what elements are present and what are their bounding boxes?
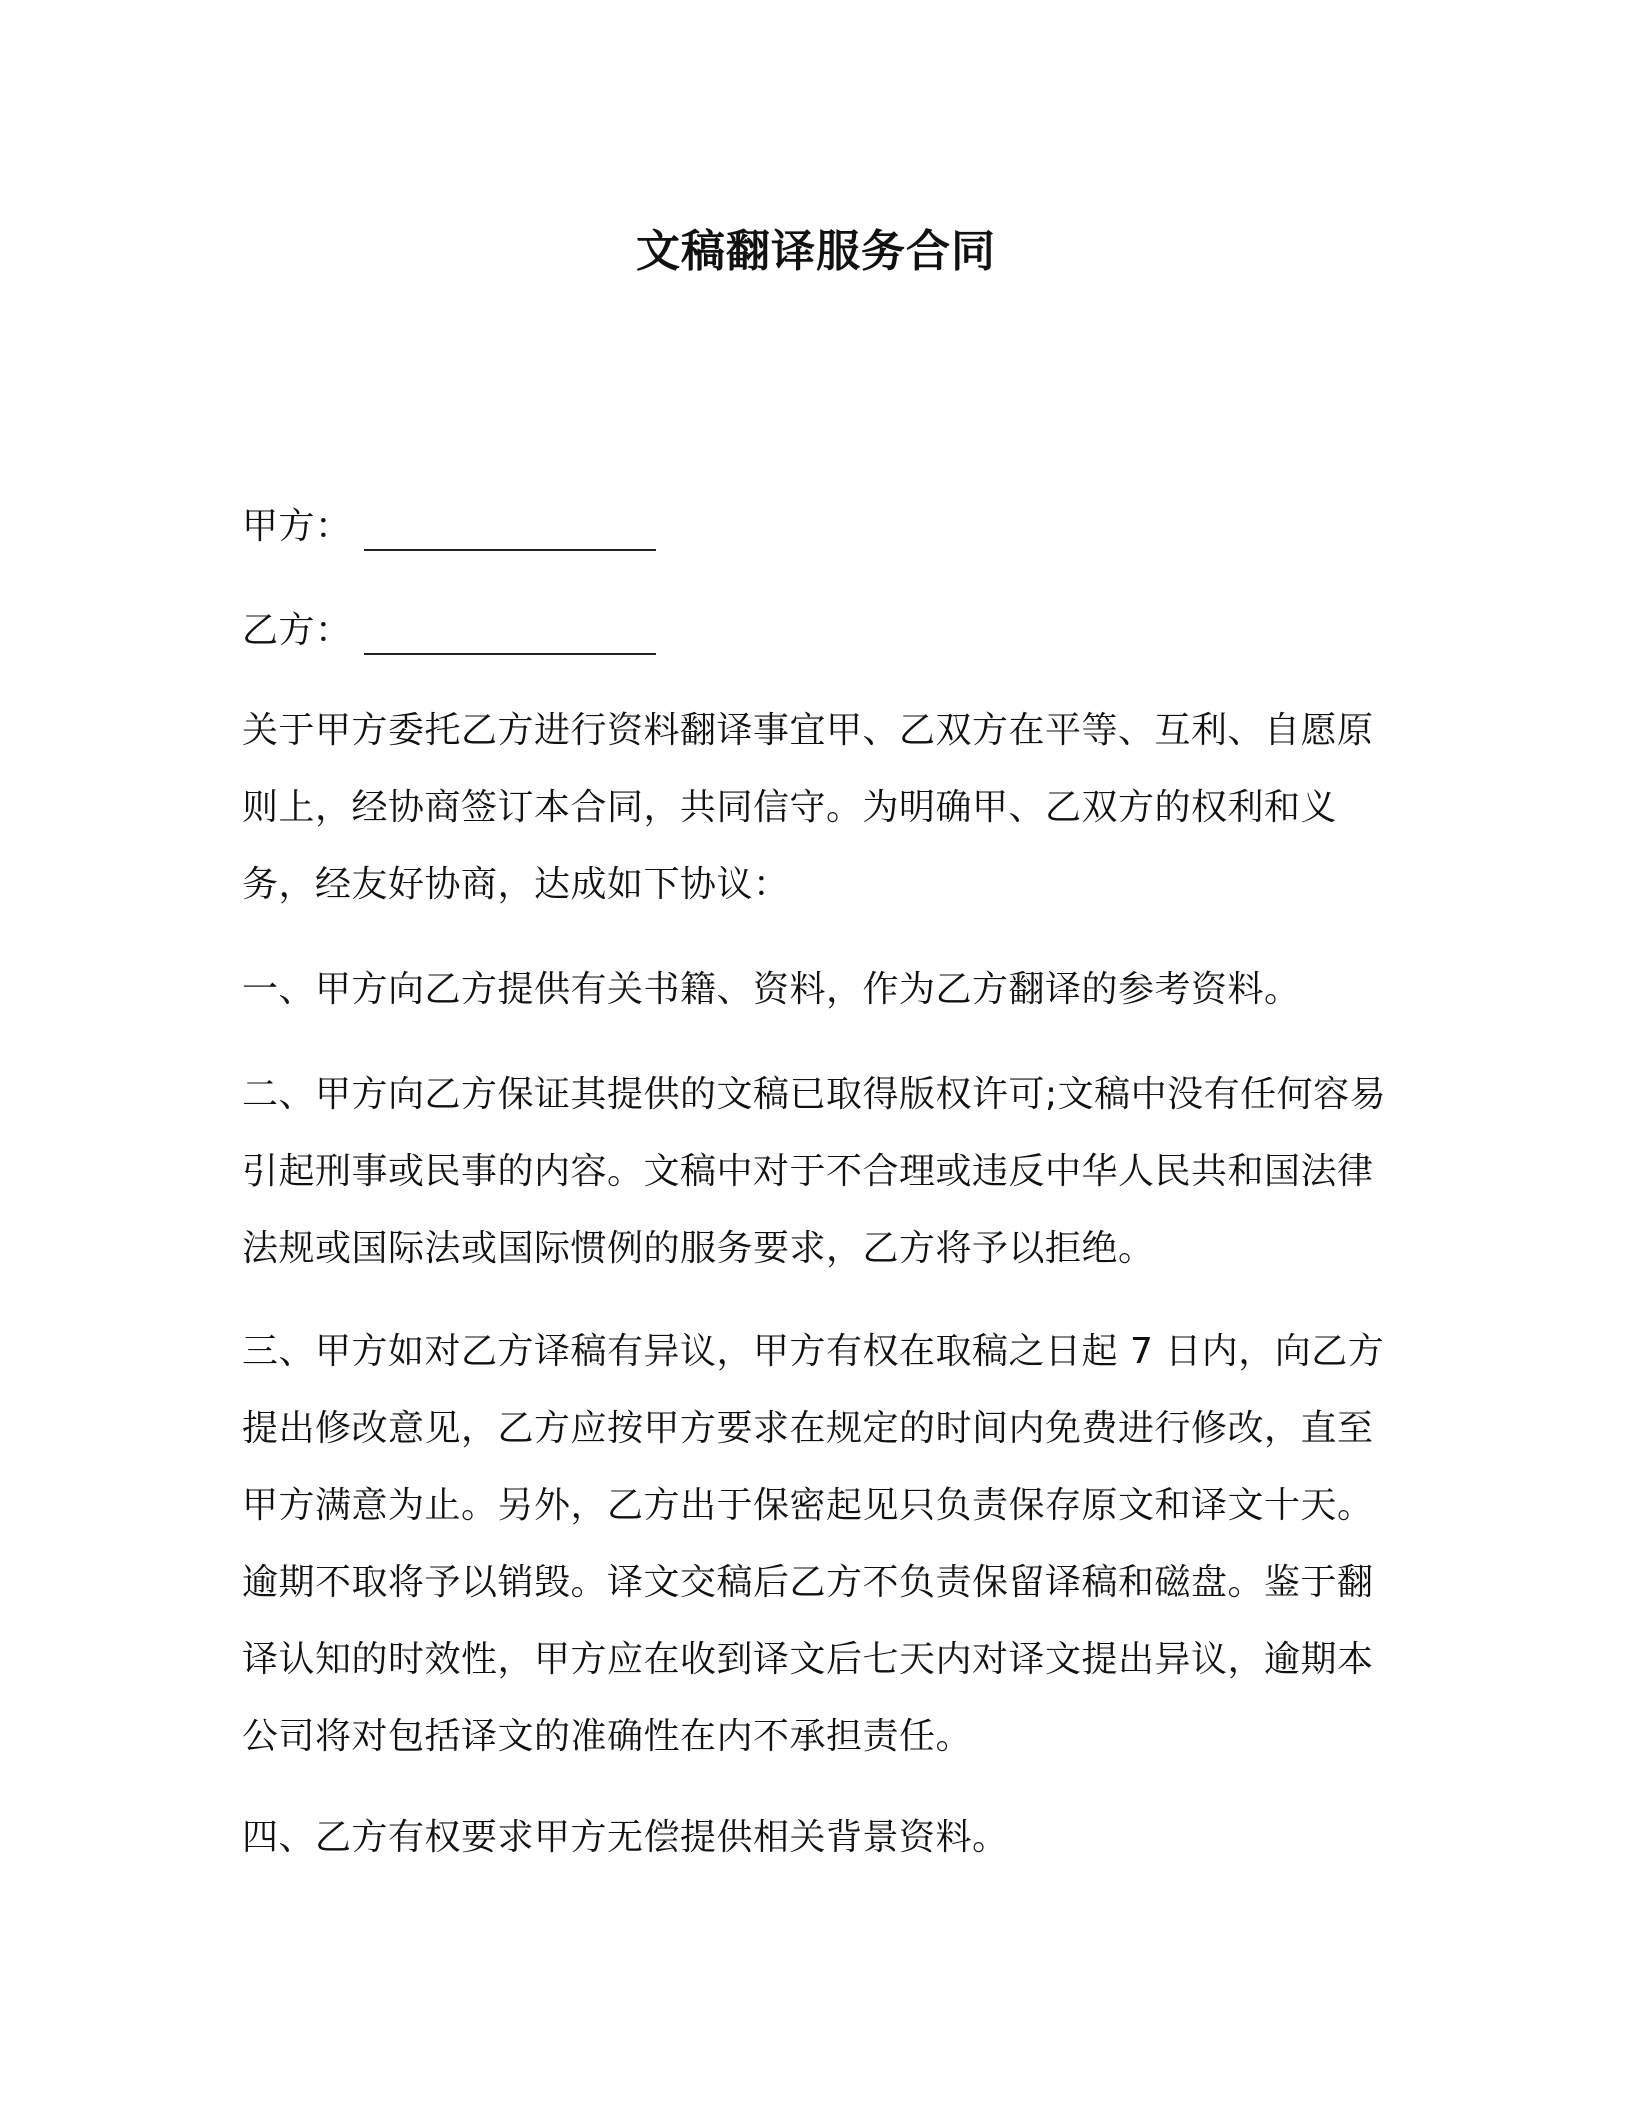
clause-4: 四、乙方有权要求甲方无偿提供相关背景资料。: [242, 1817, 1009, 1858]
clause-1: 一、甲方向乙方提供有关书籍、资料，作为乙方翻译的参考资料。: [242, 969, 1301, 1010]
party-b-blank: [364, 621, 656, 655]
party-b-line: [242, 592, 1392, 669]
party-a-blank: [364, 517, 656, 551]
document-title: 文稿翻译服务合同: [636, 226, 996, 277]
clause-2: 二、甲方向乙方保证其提供的文稿已取得版权许可;文稿中没有任何容易引起刑事或民事的内容。文稿中对于不合理或违反中华人民共和国法律法规或国际法或国际惯例的服务要求，乙方将予以拒绝。: [242, 1074, 1387, 1269]
clause-3: 三、甲方如对乙方译稿有异议，甲方有权在取稿之日起 7 日内，向乙方提出修改意见，乙方应按甲方要求在规定的时间内免费进行修改，直至甲方满意为止。另外，乙方出于保密起见只负责保存原文和译文十天。逾期不取将予以销毁。译文交稿后乙方不负责保留译稿和磁盘。鉴于翻译认知的时效性，甲方应在收到译文后七天内对译文提出异议，逾期本公司将对包括译文的准确性在内不承担责任。: [242, 1331, 1385, 1757]
intro-paragraph: 关于甲方委托乙方进行资料翻译事宜甲、乙双方在平等、互利、自愿原则上，经协商签订本合同，共同信守。为明确甲、乙双方的权利和义务，经友好协商，达成如下协议：: [242, 710, 1374, 905]
party-b-label: 乙方：: [242, 610, 352, 651]
party-a-line: [242, 488, 1392, 565]
party-a-label: 甲方：: [242, 506, 352, 547]
